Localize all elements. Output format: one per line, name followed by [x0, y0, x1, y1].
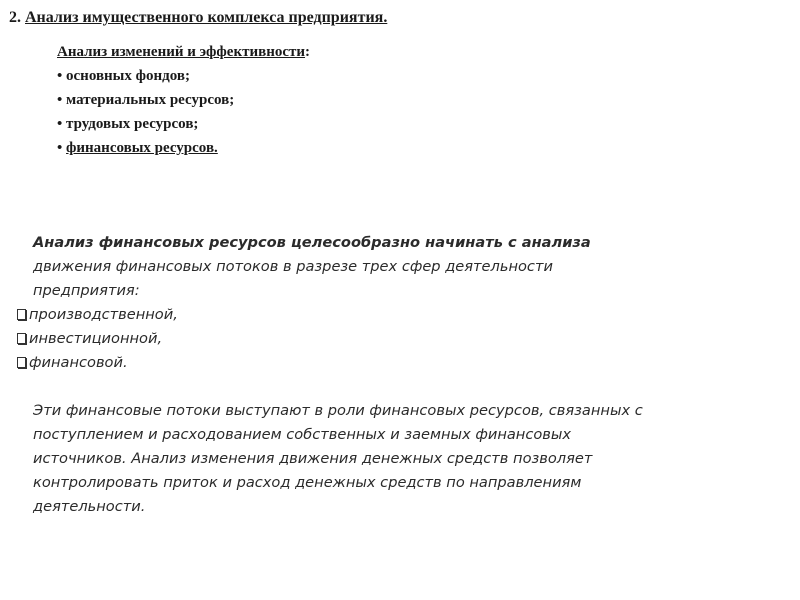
paragraph-line: поступлением и расходованием собственных и заемных финансовых [33, 426, 572, 443]
sphere-label: инвестиционной, [29, 330, 163, 347]
section-number: 2. [9, 9, 21, 26]
paragraph-line: деятельности. [33, 498, 146, 515]
section-title-text: Анализ имущественного комплекса предприятия. [25, 9, 388, 26]
efficiency-heading [57, 40, 310, 64]
resource-list-item [57, 136, 310, 160]
resource-label-financial: финансовых ресурсов. [66, 140, 218, 156]
resource-label: материальных ресурсов; [66, 92, 235, 108]
resource-label: основных фондов; [66, 68, 190, 84]
efficiency-heading-colon: : [305, 44, 311, 60]
resource-list-item [57, 88, 310, 112]
bullet: • [57, 140, 63, 156]
efficiency-analysis-block [57, 40, 310, 160]
financial-resources-block [29, 231, 753, 519]
paragraph-line: источников. Анализ изменения движения денежных средств позволяет [33, 450, 593, 467]
resource-list-item [57, 112, 310, 136]
bullet: • [57, 92, 63, 108]
bullet: • [57, 116, 63, 132]
checkbox-bullet-icon [17, 309, 26, 320]
cash-flow-paragraph [33, 399, 753, 519]
sphere-list-item [17, 303, 753, 327]
sphere-list-item [17, 351, 753, 375]
lead-sentence-line3: предприятия: [33, 282, 140, 299]
checkbox-bullet-icon [17, 333, 26, 344]
bullet: • [57, 68, 63, 84]
sphere-label: финансовой. [29, 354, 128, 371]
sphere-list-item [17, 327, 753, 351]
paragraph-line: контролировать приток и расход денежных средств по направлениям [33, 474, 582, 491]
checkbox-bullet-icon [17, 357, 26, 368]
efficiency-heading-text: Анализ изменений и эффективности [57, 44, 306, 60]
resource-list-item [57, 64, 310, 88]
lead-sentence-line2: движения финансовых потоков в разрезе трех сфер деятельности [33, 258, 553, 275]
section-title [9, 8, 387, 28]
sphere-label: производственной, [29, 306, 178, 323]
lead-sentence: Анализ финансовых ресурсов целесообразно начинать с анализа [33, 234, 591, 251]
paragraph-line: Эти финансовые потоки выступают в роли финансовых ресурсов, связанных с [33, 402, 643, 419]
resource-label: трудовых ресурсов; [66, 116, 199, 132]
